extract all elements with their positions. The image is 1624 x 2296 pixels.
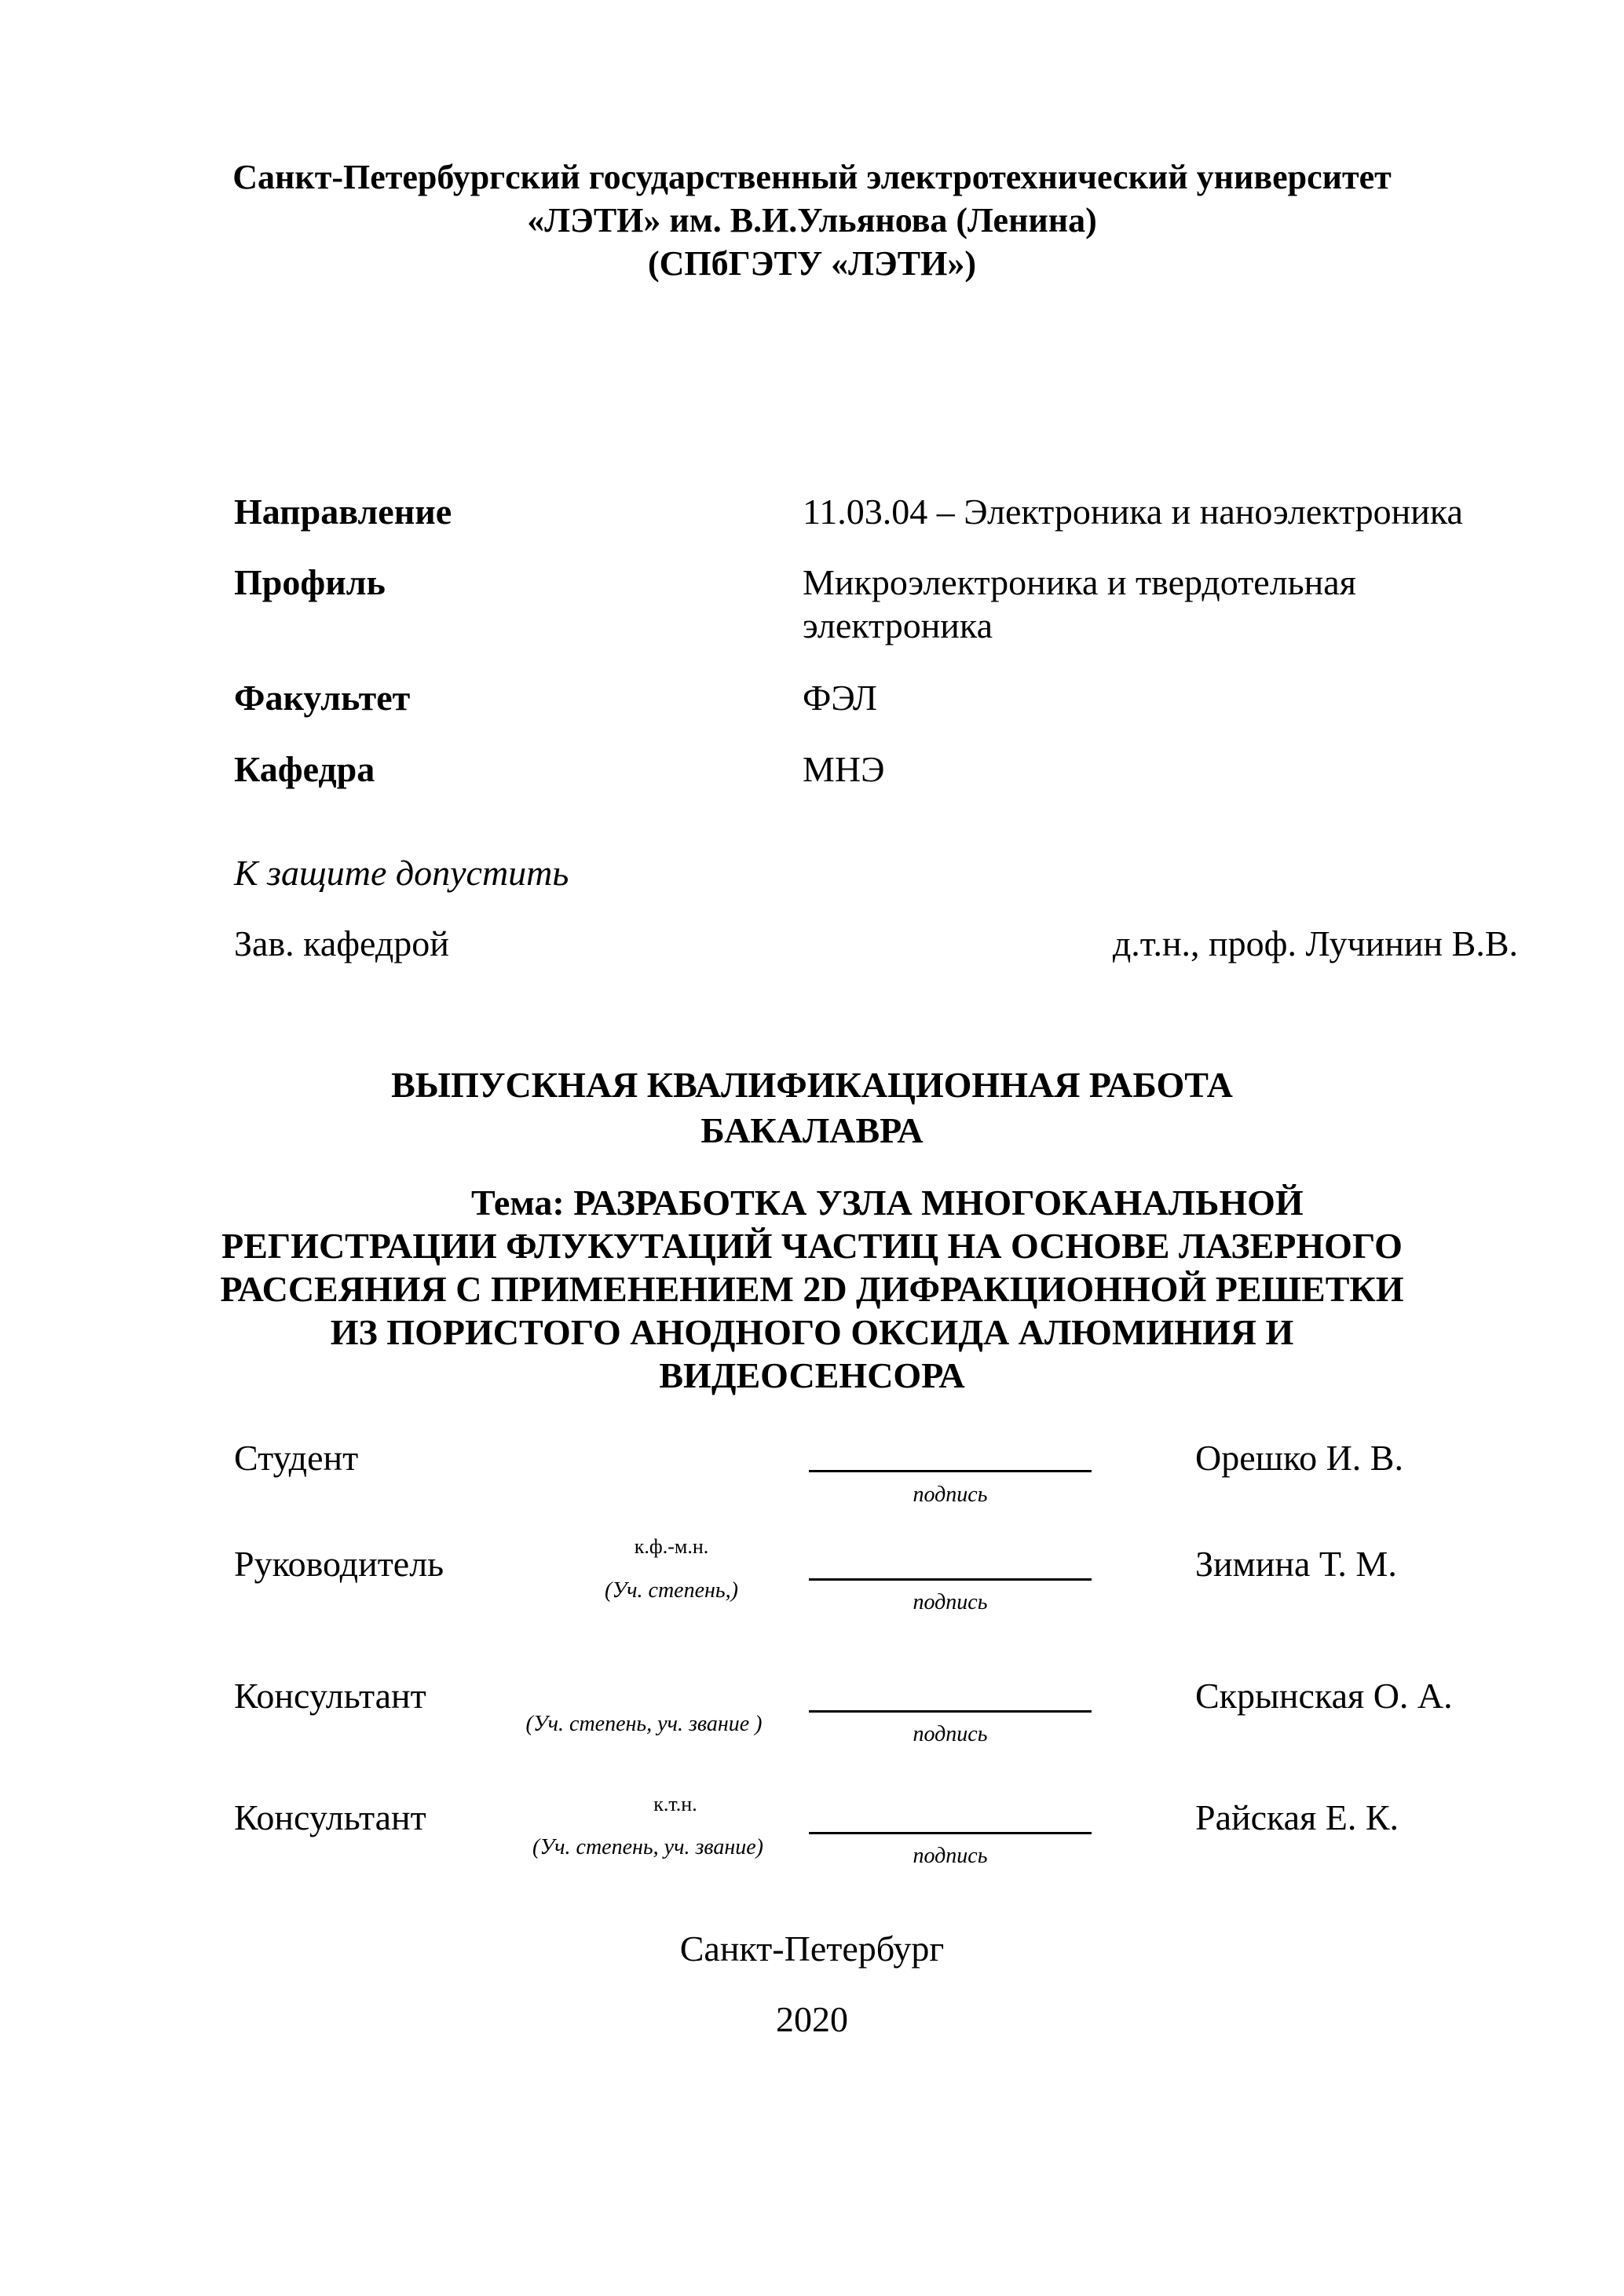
- city: Санкт-Петербург: [679, 1929, 945, 1969]
- signature-line-consultant-2: [809, 1832, 1092, 1834]
- signature-line-supervisor: [809, 1578, 1092, 1581]
- work-type-title: ВЫПУСКНАЯ КВАЛИФИКАЦИОННАЯ РАБОТА: [391, 1065, 1233, 1105]
- signature-line-consultant-1: [809, 1710, 1092, 1713]
- admission-text: К защите допустить: [234, 853, 569, 893]
- head-of-department-name: д.т.н., проф. Лучинин В.В.: [1112, 923, 1518, 963]
- info-label-faculty: Факультет: [234, 678, 411, 718]
- consultant-2-degree: к.т.н.: [653, 1793, 697, 1815]
- consultant-2-degree-hint: (Уч. степень, уч. звание): [532, 1835, 763, 1859]
- signature-name-student: Орешко И. В.: [1195, 1438, 1403, 1478]
- info-value-profile: Микроэлектроника и твердотельная: [803, 562, 1356, 602]
- signature-name-consultant-1: Скрынская О. А.: [1195, 1676, 1453, 1716]
- info-value-department: МНЭ: [803, 749, 885, 789]
- signature-hint-consultant-2: подпись: [913, 1844, 988, 1868]
- university-abbreviation: (СПбГЭТУ «ЛЭТИ»): [648, 244, 976, 283]
- signature-name-supervisor: Зимина Т. М.: [1195, 1544, 1397, 1584]
- info-label-direction: Направление: [234, 492, 452, 532]
- signature-role-student: Студент: [234, 1438, 359, 1478]
- topic-line-2: РЕГИСТРАЦИИ ФЛУКУТАЦИЙ ЧАСТИЦ НА ОСНОВЕ ЛАЗЕРНОГО: [221, 1226, 1403, 1266]
- info-label-profile: Профиль: [234, 562, 386, 602]
- consultant-1-degree-hint: (Уч. степень, уч. звание ): [525, 1712, 763, 1736]
- signature-role-consultant-2: Консультант: [234, 1797, 426, 1837]
- head-of-department-label: Зав. кафедрой: [234, 923, 449, 963]
- topic-line-5: ВИДЕОСЕНСОРА: [659, 1355, 965, 1395]
- topic-line-1: [471, 1182, 1304, 1224]
- topic-text: РАЗРАБОТКА УЗЛА МНОГОКАНАЛЬНОЙ: [573, 1183, 1304, 1223]
- topic-line-4: ИЗ ПОРИСТОГО АНОДНОГО ОКСИДА АЛЮМИНИЯ И: [330, 1312, 1294, 1352]
- topic-line-3: РАССЕЯНИЯ С ПРИМЕНЕНИЕМ 2D ДИФРАКЦИОННОЙ РЕШЕТКИ: [220, 1269, 1404, 1309]
- university-name: Санкт-Петербургский государственный электротехнический университет: [232, 158, 1392, 196]
- supervisor-degree: к.ф.-м.н.: [634, 1535, 709, 1558]
- info-value-direction: 11.03.04 – Электроника и наноэлектроника: [803, 492, 1463, 532]
- university-name-line2: «ЛЭТИ» им. В.И.Ульянова (Ленина): [527, 201, 1097, 239]
- info-value-profile-cont: электроника: [803, 605, 993, 645]
- signature-hint-consultant-1: подпись: [913, 1722, 988, 1746]
- signature-role-consultant-1: Консультант: [234, 1676, 426, 1716]
- work-type-title-line2: БАКАЛАВРА: [700, 1110, 924, 1150]
- signature-name-consultant-2: Райская Е. К.: [1195, 1797, 1399, 1837]
- signature-hint-supervisor: подпись: [913, 1590, 988, 1614]
- topic-prefix: Тема:: [471, 1183, 565, 1223]
- info-value-faculty: ФЭЛ: [803, 678, 878, 718]
- year: 2020: [776, 1999, 848, 2039]
- signature-role-supervisor: Руководитель: [234, 1544, 444, 1584]
- supervisor-degree-hint: (Уч. степень,): [605, 1578, 738, 1603]
- signature-line-student: [809, 1470, 1092, 1472]
- info-label-department: Кафедра: [234, 749, 375, 789]
- signature-hint-student: подпись: [913, 1483, 988, 1507]
